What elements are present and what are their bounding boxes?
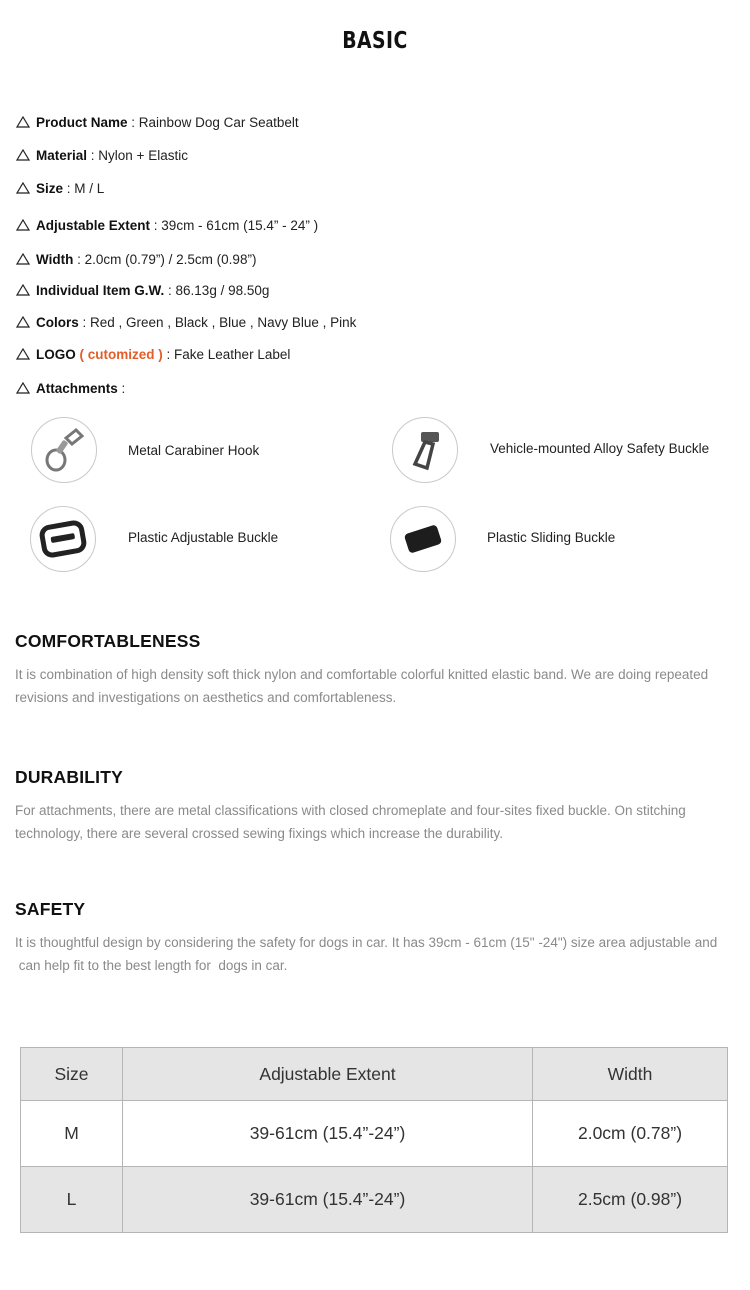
table-row [21, 1101, 728, 1167]
safety-buckle-icon [392, 417, 458, 483]
table-cell: 2.0cm (0.78”) [533, 1101, 728, 1167]
triangle-icon [16, 116, 30, 128]
attachment-label: Plastic Sliding Buckle [487, 530, 616, 545]
section-heading-safety: SAFETY [15, 899, 86, 919]
spec-product-name: Product Name : Rainbow Dog Car Seatbelt [16, 115, 299, 130]
spec-adjustable-extent: Adjustable Extent : 39cm - 61cm (15.4” - 24” ) [16, 218, 318, 233]
table-cell: 39-61cm (15.4”-24”) [123, 1167, 533, 1233]
table-row [21, 1167, 728, 1233]
attachment-label: Metal Carabiner Hook [128, 443, 260, 458]
page-title: BASIC [342, 28, 408, 54]
triangle-icon [16, 382, 30, 394]
section-body-safety: It is thoughtful design by considering the safety for dogs in car. It has 39cm - 61cm (15" -24") size area adjustable and can help fit to the best length for dogs in car. [15, 935, 718, 973]
sliding-buckle-icon [390, 506, 456, 572]
triangle-icon [16, 149, 30, 161]
carabiner-hook-icon [31, 417, 97, 483]
triangle-icon [16, 253, 30, 265]
table-header-width: Width [533, 1048, 728, 1101]
section-heading-durability: DURABILITY [15, 767, 123, 787]
table-header-size: Size [21, 1048, 123, 1101]
table-cell: M [21, 1101, 123, 1167]
triangle-icon [16, 219, 30, 231]
spec-logo: LOGO ( cutomized ) : Fake Leather Label [16, 347, 290, 362]
attachment-label: Plastic Adjustable Buckle [128, 530, 279, 545]
section-body-durability: For attachments, there are metal classifications with closed chromeplate and four-sites fixed buckle. On stitching technology, there are several crossed sewing fixings which increase the durability. [15, 803, 686, 841]
spec-size: Size : M / L [16, 181, 104, 196]
triangle-icon [16, 348, 30, 360]
table-cell: 2.5cm (0.98”) [533, 1167, 728, 1233]
adjustable-buckle-icon [30, 506, 96, 572]
spec-width: Width : 2.0cm (0.79”) / 2.5cm (0.98”) [16, 252, 256, 267]
triangle-icon [16, 182, 30, 194]
logo-customized-note: ( cutomized ) [75, 347, 167, 362]
table-header-adjustable-extent: Adjustable Extent [123, 1048, 533, 1101]
section-heading-comfortableness: COMFORTABLENESS [15, 631, 201, 651]
triangle-icon [16, 316, 30, 328]
section-body-comfortableness: It is combination of high density soft thick nylon and comfortable colorful knitted elastic band. We are doing repeated revisions and investigations on aesthetics and comfortableness. [15, 667, 709, 705]
triangle-icon [16, 284, 30, 296]
spec-colors: Colors : Red , Green , Black , Blue , Navy Blue , Pink [16, 315, 356, 330]
table-cell: L [21, 1167, 123, 1233]
spec-attachments: Attachments : [16, 381, 125, 396]
table-cell: 39-61cm (15.4”-24”) [123, 1101, 533, 1167]
attachment-label: Vehicle-mounted Alloy Safety Buckle [490, 441, 710, 456]
spec-gross-weight: Individual Item G.W. : 86.13g / 98.50g [16, 283, 269, 298]
spec-material: Material : Nylon + Elastic [16, 148, 188, 163]
size-table [20, 1047, 728, 1233]
